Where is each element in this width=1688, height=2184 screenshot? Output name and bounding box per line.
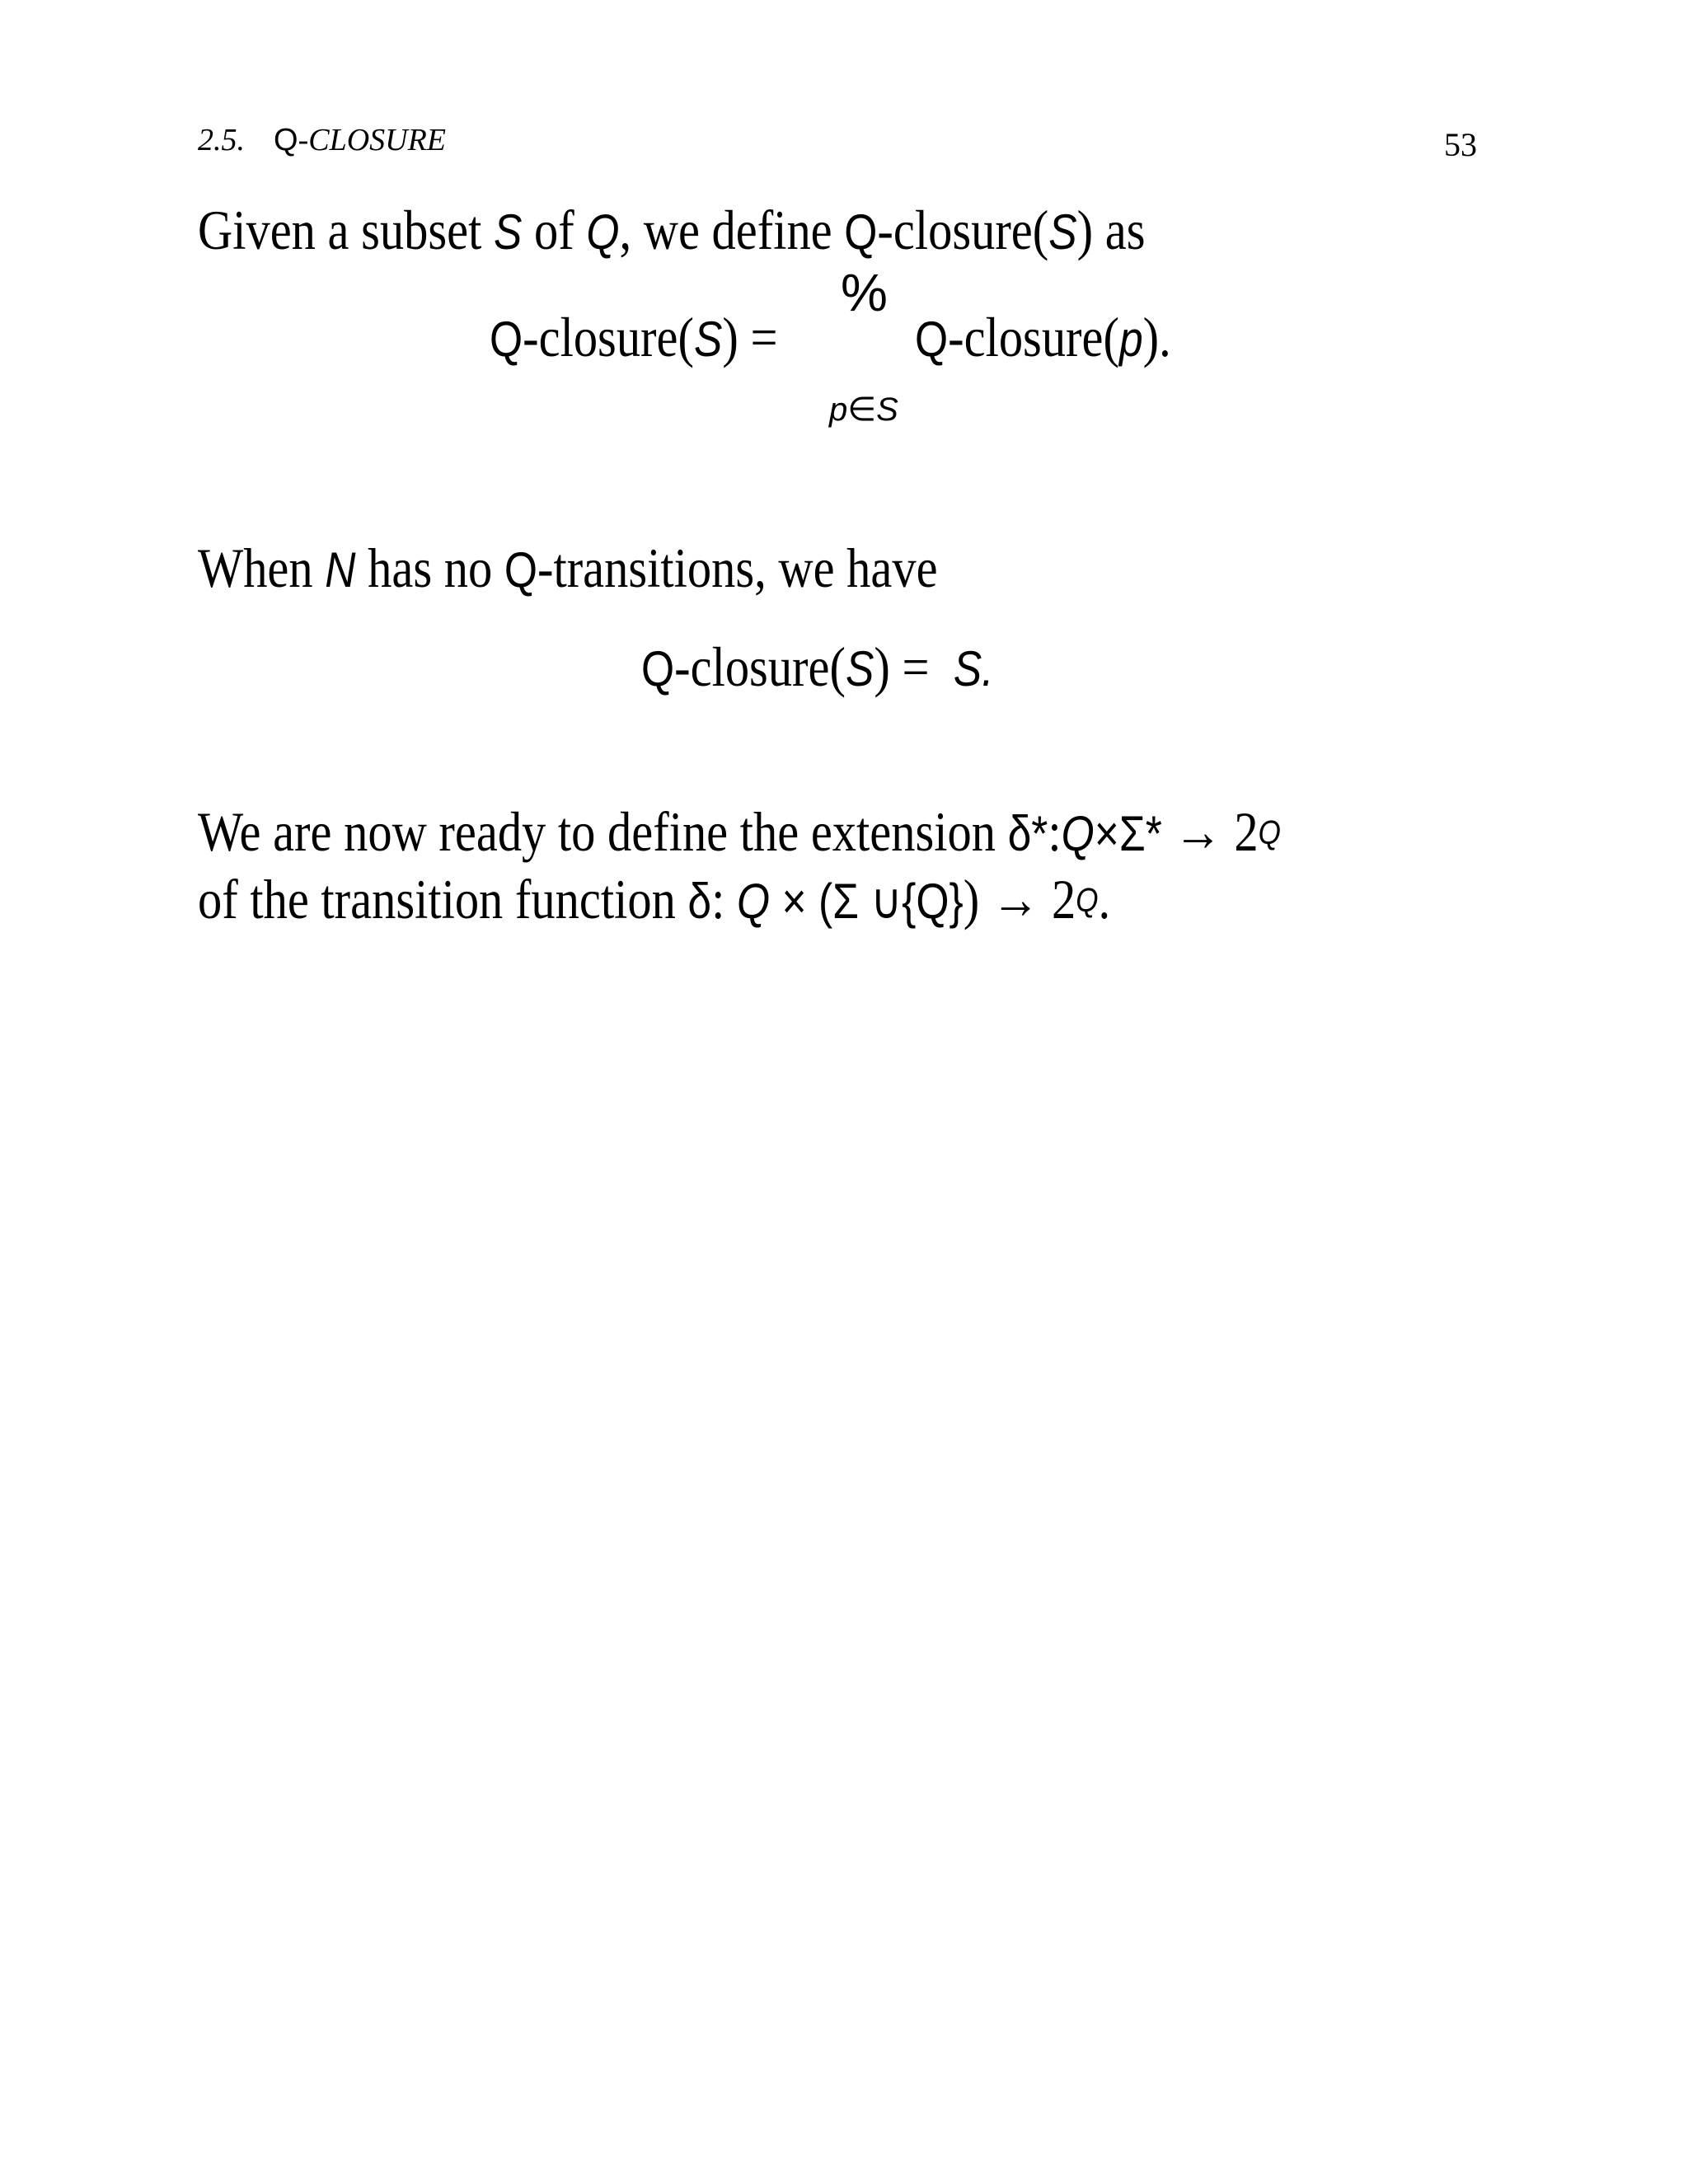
- section-title: -CLOSURE: [298, 123, 447, 157]
- running-head: [198, 122, 446, 158]
- section-title-q: Q: [274, 123, 298, 157]
- section-number: 2.5.: [198, 123, 245, 157]
- equation-1-lhs: Q-closure(S) =: [490, 306, 778, 368]
- page-number: 53: [1444, 126, 1477, 163]
- union-subscript: p∈S: [829, 391, 898, 428]
- paragraph-line-1: Given a subset S of Q, we define Q-closure(S) as: [198, 199, 1146, 261]
- paragraph-line-4: of the transition function δ: Q × (Σ ∪{Q}) → $2^Q$.: [198, 868, 1111, 930]
- equation-1-rhs: Q-closure(p).: [915, 306, 1171, 368]
- union-symbol: %: [841, 263, 888, 322]
- equation-2: Q-closure(S) = S.: [641, 635, 994, 698]
- paragraph-line-2: When N has no Q-transitions, we have: [198, 537, 938, 599]
- paragraph-line-3: We are now ready to define the extension δ*:Q×Σ* → $2^Q$: [198, 800, 1281, 863]
